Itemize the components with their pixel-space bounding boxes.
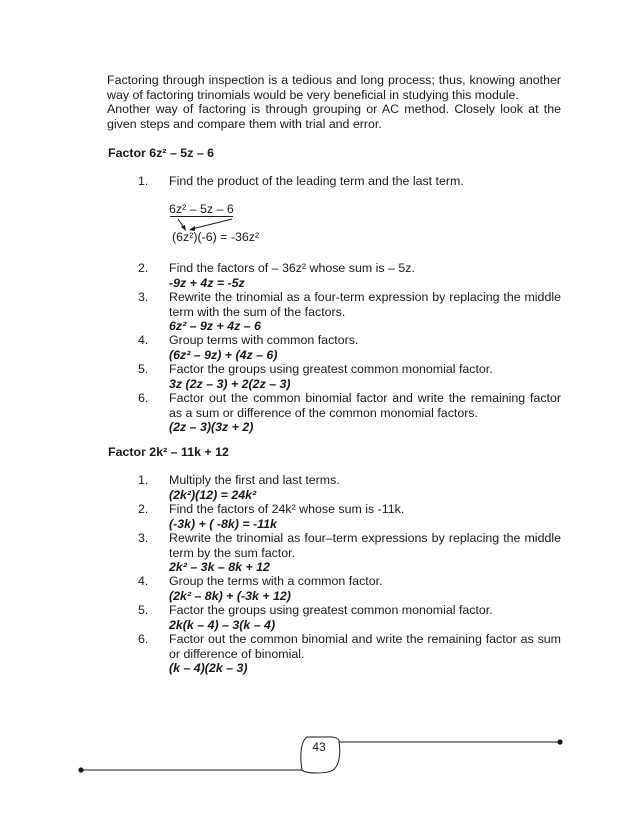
step-text: Factor out the common binomial and write the remaining factor as sum or difference of binomial.: [169, 632, 561, 661]
step-result: (6z² – 9z) + (4z – 6): [169, 347, 278, 362]
step-result: 2k² – 3k – 8k + 12: [169, 560, 270, 574]
step-text: Find the product of the leading term and the last term.: [169, 174, 464, 188]
intro-paragraph-2: Another way of factoring is through grouping or AC method. Closely look at the given steps and compare them with trial and error.: [107, 102, 561, 131]
page-number: 43: [312, 740, 326, 754]
step-result: (2k² – 8k) + (-3k + 12): [169, 588, 291, 603]
step-result: (-3k) + ( -8k) = -11k: [169, 516, 277, 531]
step-text: Group the terms with a common factor.: [169, 574, 383, 588]
intro-paragraph-1: Factoring through inspection is a tedious and long process; thus, knowing another way of factoring trinomials would be very beneficial in studying this module.: [107, 73, 561, 102]
diagram-expression: 6z² – 5z – 6: [169, 202, 234, 216]
step-result: (2z – 3)(3z + 2): [169, 420, 254, 434]
step-result: (2k²)(12) = 24k²: [169, 487, 257, 502]
step-result: 6z² – 9z + 4z – 6: [169, 319, 261, 333]
diagram-product: (6z²)(-6) = -36z²: [172, 230, 260, 244]
product-diagram: [169, 202, 289, 250]
step-text: Find the factors of – 36z² whose sum is – 5z.: [169, 261, 415, 275]
step-text: Rewrite the trinomial as four–term expressions by replacing the middle term by the sum factor.: [169, 531, 561, 560]
textbook-page: Factoring through inspection is a tedious and long process; thus, knowing another way of factoring trinomials would be very beneficial in studying this module. Another way of factoring is through grouping or AC method. Closely look at the given steps and compare them with trial and error. Factor 6z² – 5z – 6 1. Find the product of the leading term and the last term. 6z² – 5z – 6 (6z²)(-6) = -36z² 2. Find the factors of – 36z² whose sum is – 5z. -9z + 4z = -5z 3. Rewrite the trinomial as a four-term expression by replacing the middle term with the sum of the factors. 6z² – 9z + 4z – 6 4. Group terms with common factors. (6z² – 9z) + (4z – 6) 5. Factor the groups using greatest common monomial factor. 3z (2z – 3) + 2(2z – 3) 6. Factor out the common binomial factor and write the remaining factor as a sum or difference of the common monomial factors. (2z – 3)(3z + 2) Factor 2k² – 11k + 12 1. Multiply the first and last terms. (2k²)(12) = 24k² 2. Find the factors of 24k² whose sum is -11k. (-3k) + ( -8k) = -11k 3. Rewrite the trinomial as four–term expressions by replacing the middle term by the sum factor. 2k² – 3k – 8k + 12 4. Group the terms with a common factor. (2k² – 8k) + (-3k + 12) 5. Factor the groups using greatest common monomial factor. 2k(k – 4) – 3(k – 4) 6. Factor out the common binomial and write the remaining factor as sum or difference of binomial. (k – 4)(2k – 3) 43: [0, 0, 639, 832]
step-result: -9z + 4z = -5z: [169, 275, 245, 290]
step-result: 3z (2z – 3) + 2(2z – 3): [169, 376, 291, 391]
footer-decoration: [0, 728, 639, 788]
step-text: Group terms with common factors.: [169, 333, 359, 347]
step-text: Factor the groups using greatest common monomial factor.: [169, 603, 493, 617]
example2-heading: Factor 2k² – 11k + 12: [108, 445, 229, 459]
example1-heading: Factor 6z² – 5z – 6: [108, 146, 215, 160]
step-text: Rewrite the trinomial as a four-term expression by replacing the middle term with the sum of the factors.: [169, 290, 561, 319]
step-text: Factor out the common binomial factor and write the remaining factor as a sum or difference of the common monomial factors.: [169, 391, 561, 420]
step-text: Find the factors of 24k² whose sum is -11k.: [169, 502, 405, 516]
step-text: Factor the groups using greatest common monomial factor.: [169, 362, 493, 376]
step-text: Multiply the first and last terms.: [169, 473, 340, 487]
step-result: (k – 4)(2k – 3): [169, 661, 248, 675]
step-result: 2k(k – 4) – 3(k – 4): [169, 617, 276, 632]
